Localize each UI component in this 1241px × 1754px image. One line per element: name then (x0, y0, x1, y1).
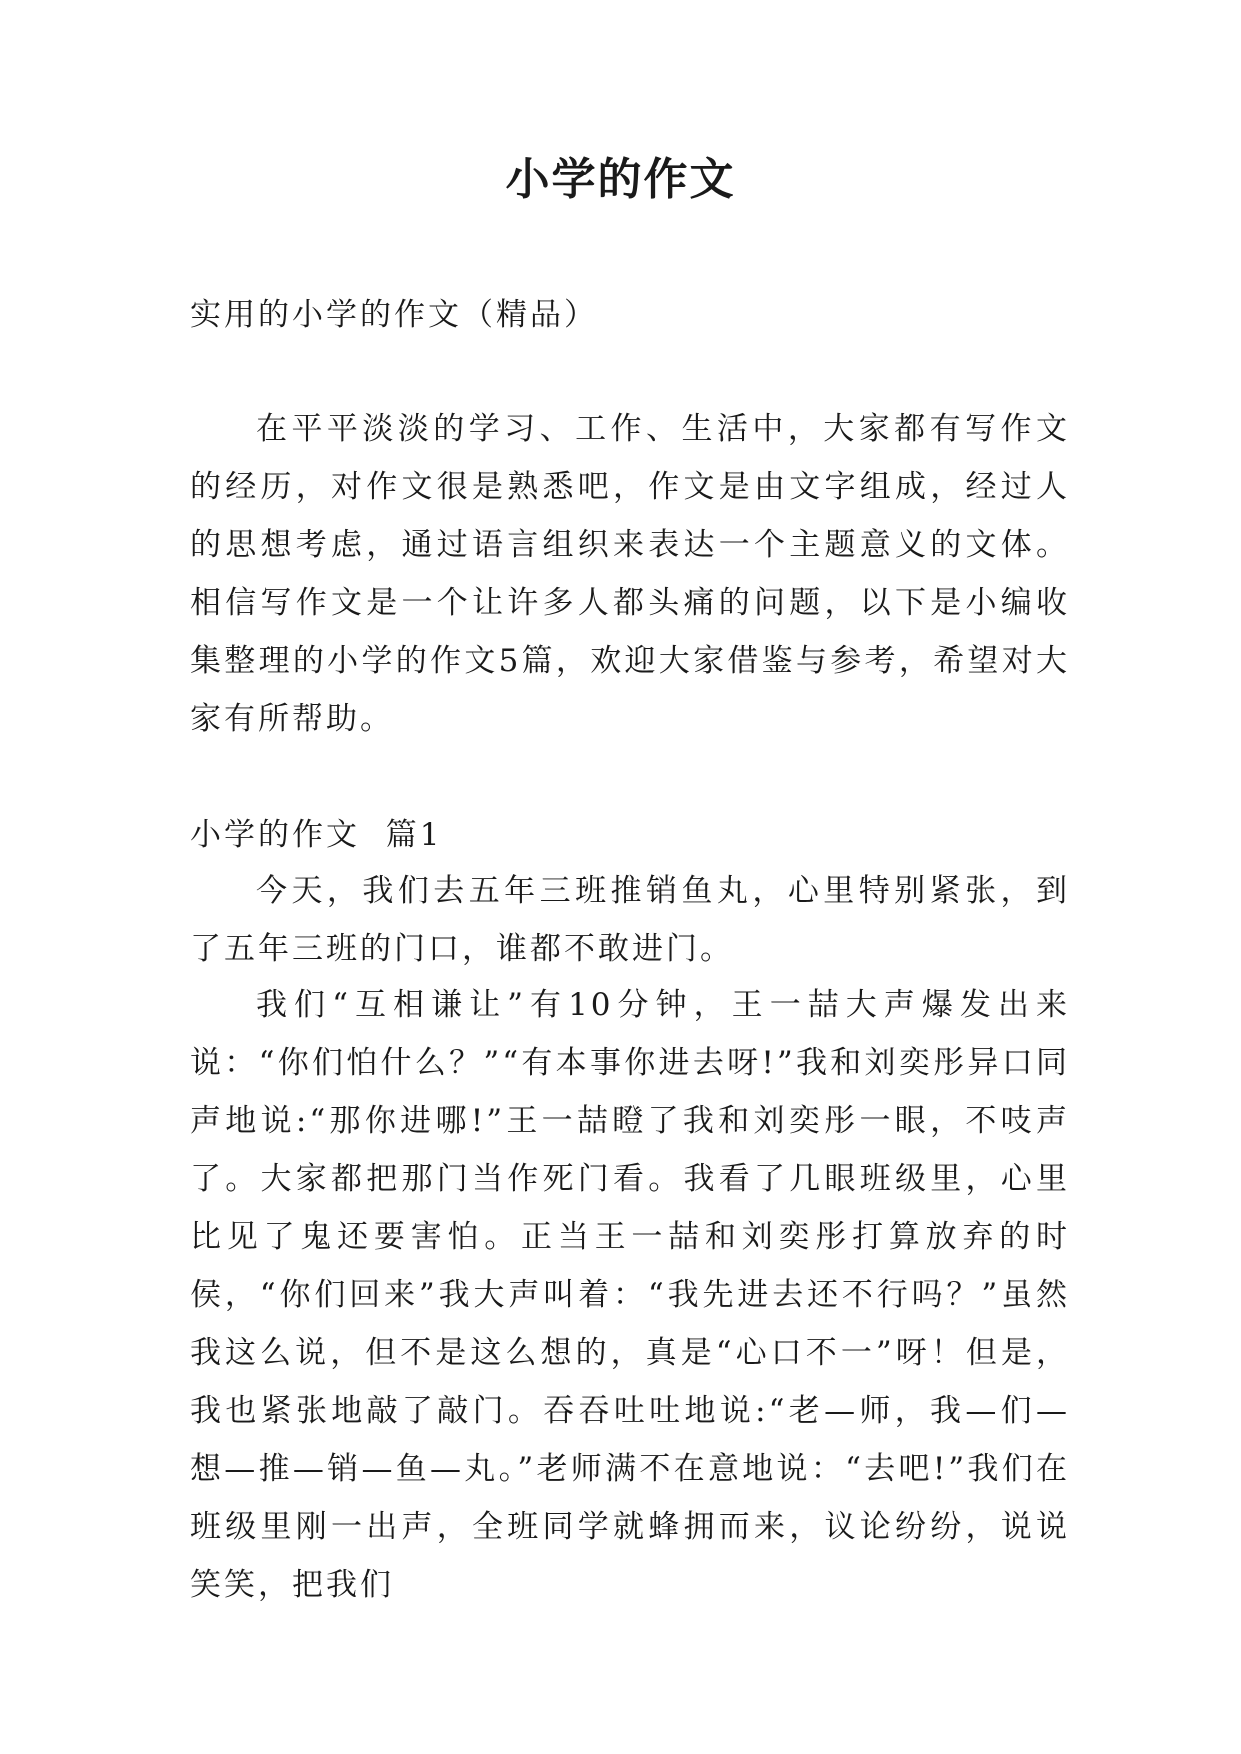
body-paragraph-1: 今天，我们去五年三班推销鱼丸，心里特别紧张，到了五年三班的门口，谁都不敢进门。 (190, 873, 1070, 967)
document-subtitle: 实用的小学的作文（精品） (190, 297, 598, 333)
document-title: 小学的作文 (505, 154, 736, 205)
body-paragraph-2: 我们“互相谦让”有10分钟，王一喆大声爆发出来说：“你们怕什么？”“有本事你进去呀!”我和刘奕彤异口同声地说:“那你进哪!”王一喆瞪了我和刘奕彤一眼，不吱声了。大家都把那门当作死门看。我看了几眼班级里，心里比见了鬼还要害怕。正当王一喆和刘奕彤打算放弃的时侯，“你们回来”我大声叫着：“我先进去还不行吗？”虽然我这么说，但不是这么想的，真是“心口不一”呀！但是，我也紧张地敲了敲门。吞吞吐吐地说:“老—师，我—们—想—推—销—鱼—丸。”老师满不在意地说：“去吧!”我们在班级里刚一出声，全班同学就蜂拥而来，议论纷纷，说说笑笑，把我们 (190, 987, 1070, 1603)
section-heading: 小学的作文 篇1 (190, 817, 443, 853)
intro-paragraph: 在平平淡淡的学习、工作、生活中，大家都有写作文的经历，对作文很是熟悉吧，作文是由文字组成，经过人的思想考虑，通过语言组织来表达一个主题意义的文体。相信写作文是一个让许多人都头痛的问题，以下是小编收集整理的小学的作文5篇，欢迎大家借鉴与参考，希望对大家有所帮助。 (190, 411, 1070, 737)
